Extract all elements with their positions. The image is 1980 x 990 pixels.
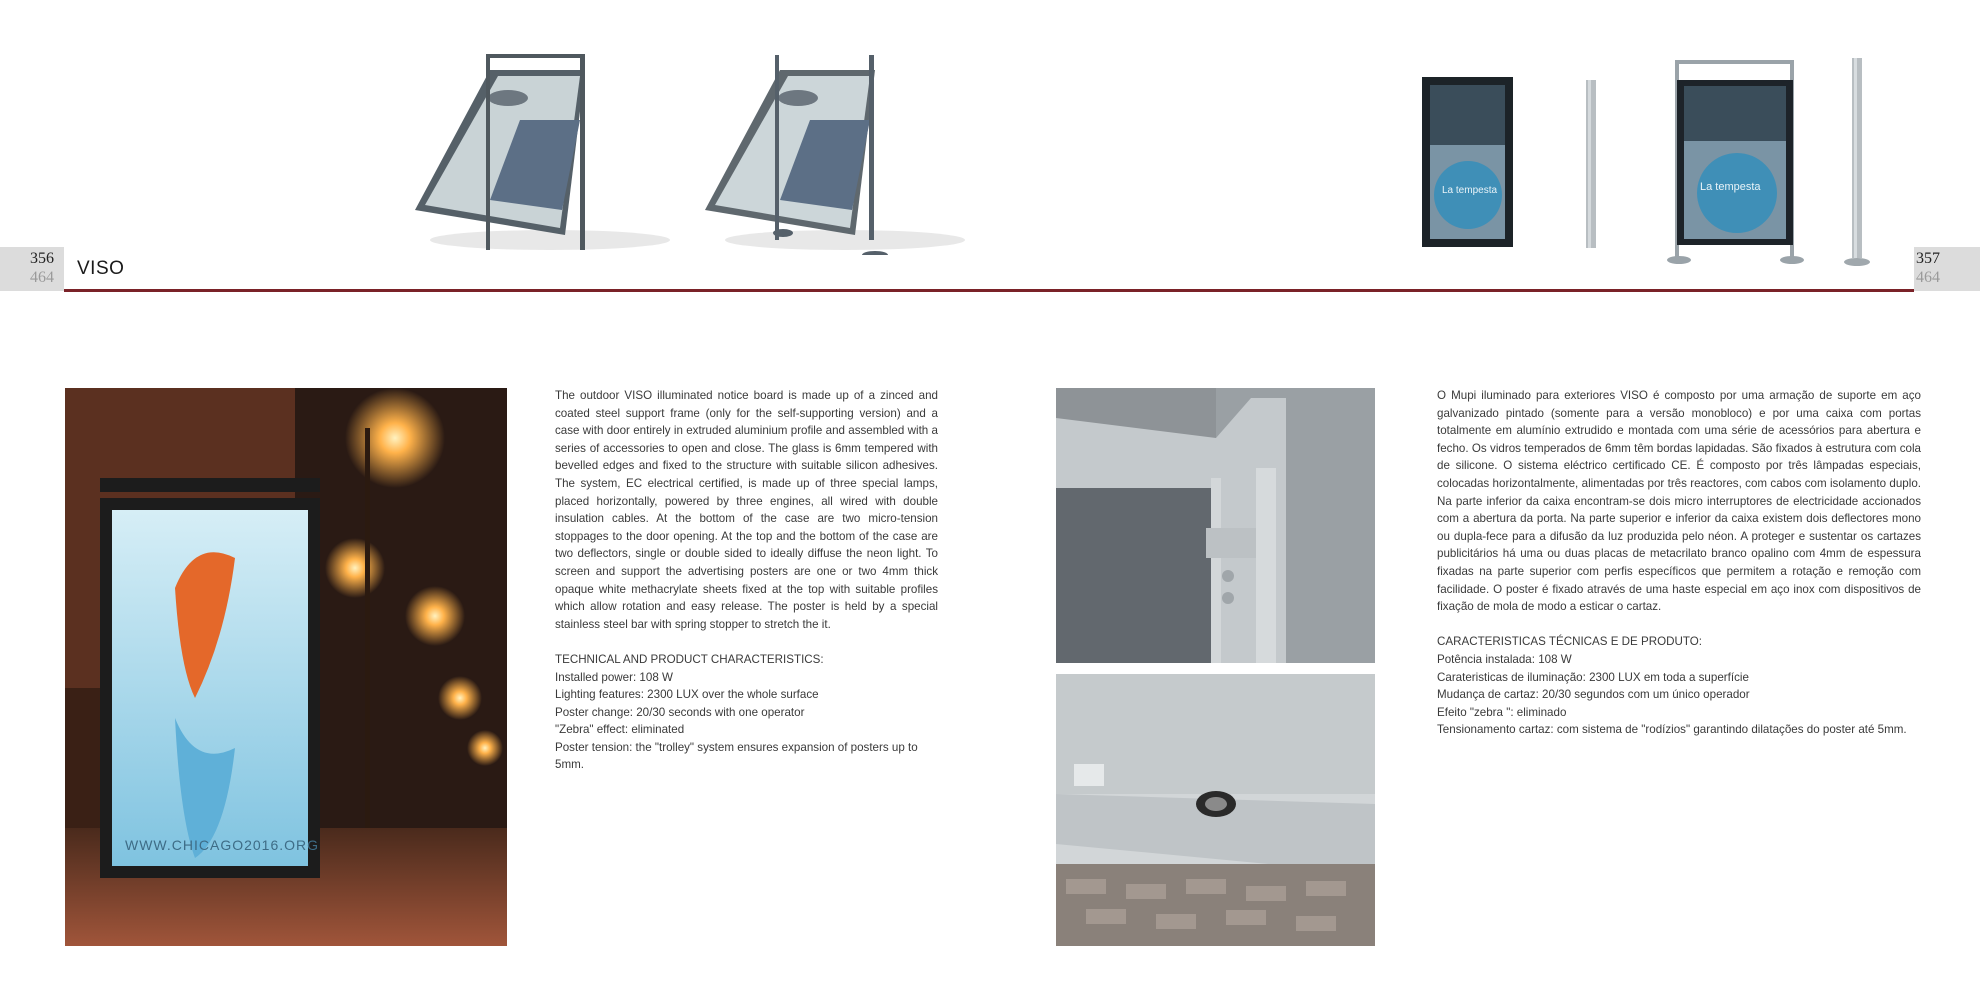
product-shot-standing-profile xyxy=(1842,58,1872,268)
right-page-total: 464 xyxy=(1916,269,1940,286)
portuguese-spec-line: Potência instalada: 108 W xyxy=(1437,652,1572,666)
product-shot-angled-panel-2 xyxy=(695,40,970,255)
right-page-tab xyxy=(1914,247,1980,291)
english-specs xyxy=(555,651,938,774)
portuguese-spec-line: Mudança de cartaz: 20/30 segundos com um único operador xyxy=(1437,688,1750,702)
product-shot-standing-display xyxy=(1665,55,1805,265)
english-spec-line: Lighting features: 2300 LUX over the whole surface xyxy=(555,688,819,702)
portuguese-spec-line: Carateristicas de iluminação: 2300 LUX em toda a superfície xyxy=(1437,670,1749,684)
english-spec-line: Poster change: 20/30 seconds with one operator xyxy=(555,705,805,719)
page-title: VISO xyxy=(77,258,125,279)
left-page-number: 356 xyxy=(30,250,54,267)
photo-lock-detail xyxy=(1056,674,1375,946)
english-text-block xyxy=(555,387,938,774)
portuguese-specs xyxy=(1437,633,1921,739)
header-rule xyxy=(64,289,1914,292)
english-spec-line: "Zebra" effect: eliminated xyxy=(555,723,685,737)
product-shot-side-profile xyxy=(1583,80,1599,250)
photo-hinge-detail xyxy=(1056,388,1375,663)
poster-title-2: La tempesta xyxy=(1700,181,1761,193)
english-description: The outdoor VISO illuminated notice board is made up of a zinced and coated steel support frame (only for the self-supporting version) and a case with door entirely in extruded aluminium profile and assembled with a series of accessories to open and close. The glass is 6mm tempered with bevelled edges and fixed to the structure with suitable silicon adhesives. The system, EC electrical certified, is made up of three special lamps, placed horizontally, powered by three engines, all wired with double insulation cables. At the bottom of the case are two micro-tension stoppages to the door opening. At the top and the bottom of the case are two deflectors, single or double sided to ideally diffuse the neon light. To screen and support the advertising posters are one or two 4mm thick opaque white methacrylate sheets fixed at the top with suitable profiles which allow rotation and easy release. The poster is held by a special stainless steel bar with spring stopper to stretch the it. xyxy=(555,389,938,631)
portuguese-specs-title: CARACTERISTICAS TÉCNICAS E DE PRODUTO: xyxy=(1437,635,1702,649)
portuguese-spec-line: Tensionamento cartaz: com sistema de "rodízios" garantindo dilatações do poster até 5mm. xyxy=(1437,723,1907,737)
english-spec-line: Installed power: 108 W xyxy=(555,670,673,684)
portuguese-text-block xyxy=(1437,387,1921,739)
portuguese-description: O Mupi iluminado para exteriores VISO é composto por uma armação de suporte em aço galvanizado pintado (somente para a versão monobloco) e por uma caixa com portas totalmente em alumínio extrudido e montada com uma série de acessórios para abertura e fecho. Os vidros temperados de 6mm têm bordas lapidadas. São fixados à estrutura com cola de silicone. O sistema eléctrico certificado CE. É composto por três lâmpadas especiais, colocadas horizontalmente, alimentadas por três reactores, com cabos com isolamento duplo. Na parte inferior da caixa encontram-se dois micro interruptores de electricidade accionados com a abertura da porta. Na parte superior e inferior da caixa existem dois deflectores mono ou dupla-fece para a difusão da luz produzida pelo néon. A proteger e sustentar os cartazes publicitários há uma ou duas placas de metacrilato branco opalino com 4mm de espessura fixadas na parte superior com perfis específicos que permitem a rotação e remoção com facilidade. O poster é fixado através de uma haste especial em aço inox com dispositivos de fixação de mola de modo a esticar o cartaz. xyxy=(1437,389,1921,614)
chicago-url-text: WWW.CHICAGO2016.ORG xyxy=(125,837,320,853)
right-page-number: 357 xyxy=(1916,250,1940,267)
poster-title-1: La tempesta xyxy=(1442,185,1498,196)
english-spec-line: Poster tension: the "trolley" system ensures expansion of posters up to 5mm. xyxy=(555,740,918,772)
left-page-total: 464 xyxy=(30,269,54,286)
left-page-tab xyxy=(0,247,64,291)
product-shot-angled-panel-1 xyxy=(410,40,675,255)
photo-chicago-billboard xyxy=(65,388,507,946)
product-shot-poster-frame xyxy=(1420,75,1515,250)
portuguese-spec-line: Efeito "zebra ": eliminado xyxy=(1437,705,1567,719)
english-specs-title: TECHNICAL AND PRODUCT CHARACTERISTICS: xyxy=(555,652,824,666)
